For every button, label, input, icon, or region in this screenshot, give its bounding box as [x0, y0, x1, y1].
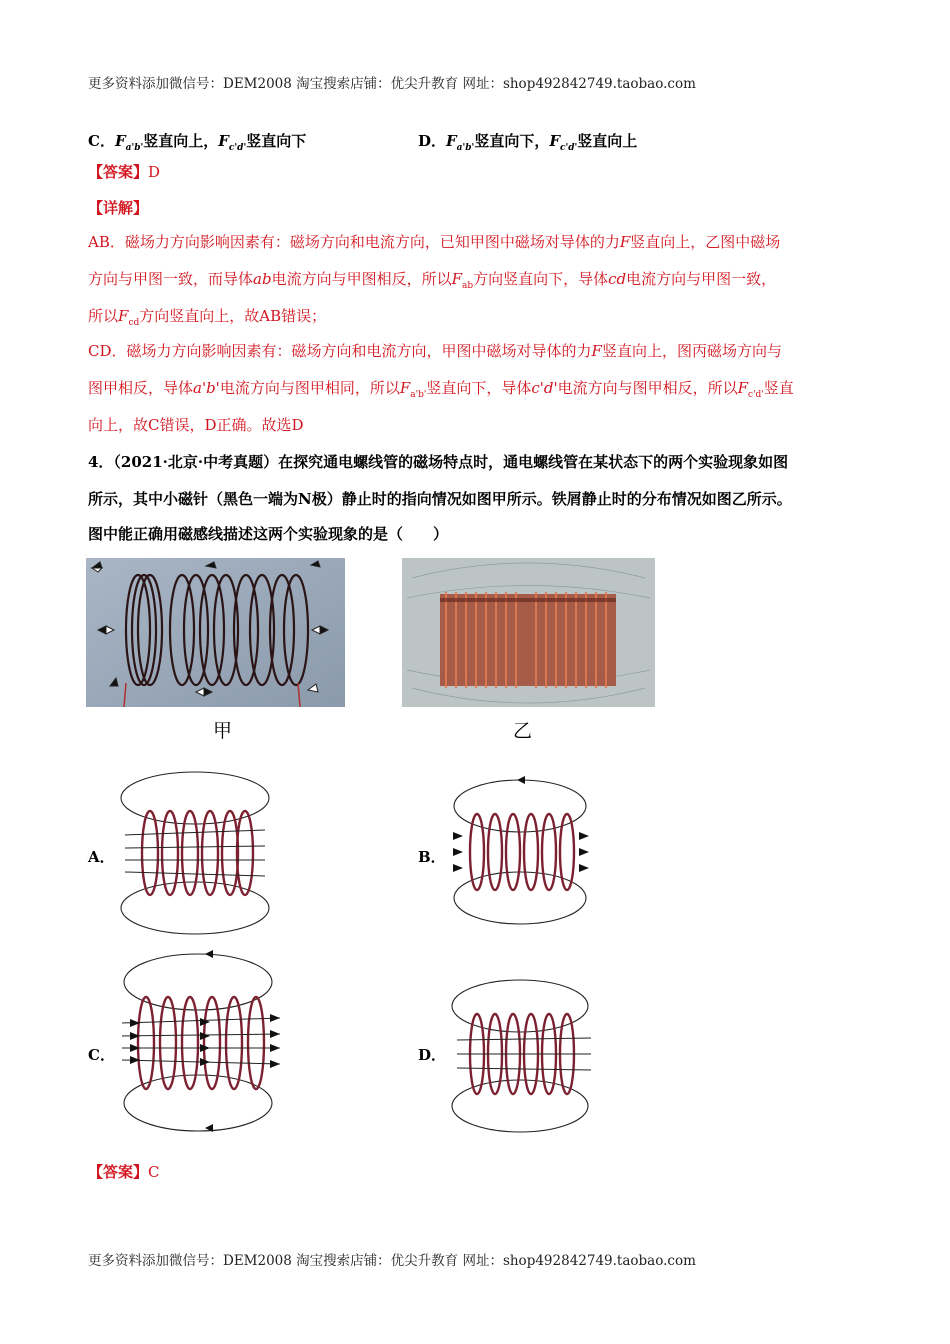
option-c-diagram[interactable]: [110, 948, 290, 1138]
text: 竖直: [763, 379, 794, 397]
text: F: [451, 270, 462, 288]
text: F: [737, 379, 749, 397]
explain-line-1: [88, 235, 780, 250]
option-a-diagram[interactable]: [115, 770, 275, 940]
answer-2: [88, 1165, 160, 1180]
answer-tag: 【答案】: [88, 1163, 149, 1181]
caption-yi: 乙: [513, 720, 533, 742]
subscript: c'd': [228, 143, 247, 153]
text: F: [619, 233, 631, 251]
subscript: a'b': [456, 143, 475, 153]
option-label: D．: [418, 132, 447, 150]
text: AB．磁场力方向影响因素有：磁场方向和电流方向，已知甲图中磁场对导体的力: [88, 233, 620, 251]
explain-line-2: [88, 272, 776, 291]
text: 图甲相反，导体: [88, 379, 194, 397]
page-header: 更多资料添加微信号：DEM2008 淘宝搜索店铺：优尖升教育 网址：shop492842749.taobao.com: [88, 76, 696, 92]
symbol-f: F: [218, 132, 229, 150]
text: F: [399, 379, 411, 397]
subscript: a'b': [410, 390, 427, 400]
text: 竖直向下，导体: [426, 379, 532, 397]
subscript: c'd': [748, 390, 764, 400]
option-c-prev: [88, 130, 306, 153]
text: 方向竖直向上，故AB错误；: [139, 307, 327, 325]
text: 电流方向与甲图相反，所以: [271, 270, 452, 288]
text: F: [118, 307, 129, 325]
solenoid-iron-filings-photo: [402, 558, 655, 707]
question-line-2: 所示，其中小磁针（黑色一端为N极）静止时的指向情况如图甲所示。铁屑静止时的分布情况如图乙所示。: [88, 490, 792, 508]
text: 竖直向上，图丙磁场方向与: [601, 342, 782, 360]
text: 方向竖直向下，导体: [473, 270, 609, 288]
option-a-label: A．: [88, 848, 115, 866]
answer-value: C: [148, 1163, 160, 1181]
option-b-diagram[interactable]: [445, 770, 605, 940]
text: CD．磁场力方向影响因素有：磁场方向和电流方向，甲图中磁场对导体的力: [88, 342, 592, 360]
text: 电流方向与图甲相反，所以: [557, 379, 738, 397]
solenoid-compass-photo: [86, 558, 345, 707]
option-text: 竖直向上，: [143, 132, 219, 150]
symbol-f: F: [549, 132, 560, 150]
answer-value: D: [148, 163, 161, 181]
text: c'd': [531, 379, 558, 397]
option-label: C．: [88, 132, 115, 150]
text: 电流方向与甲图一致，: [626, 270, 777, 288]
subscript: ab: [462, 281, 474, 291]
option-text: 竖直向上: [577, 132, 638, 150]
text: cd: [608, 270, 627, 288]
option-text: 竖直向下，: [474, 132, 550, 150]
photo-jia: [86, 558, 345, 707]
text: 方向与甲图一致，而导体: [88, 270, 254, 288]
text: ab: [253, 270, 272, 288]
symbol-f: F: [446, 132, 457, 150]
page-footer: 更多资料添加微信号：DEM2008 淘宝搜索店铺：优尖升教育 网址：shop492842749.taobao.com: [88, 1253, 696, 1269]
option-d-label: D．: [418, 1046, 447, 1064]
subscript: c'd': [559, 143, 578, 153]
symbol-f: F: [114, 132, 126, 150]
option-text: 竖直向下: [246, 132, 307, 150]
question-line-1: 4．（2021·北京·中考真题）在探究通电螺线管的磁场特点时，通电螺线管在某状态下的两个实验现象如图: [88, 453, 789, 471]
question-line-3: 图中能正确用磁感线描述这两个实验现象的是（ ）: [88, 525, 449, 543]
option-d-diagram[interactable]: [445, 968, 605, 1138]
text: 所以: [88, 307, 119, 325]
answer-tag: 【答案】: [88, 163, 149, 181]
explain-line-4: [88, 344, 782, 359]
explain-line-6: 向上，故C错误，D正确。故选D: [88, 416, 304, 434]
text: 电流方向与图甲相同，所以: [219, 379, 400, 397]
text: F: [591, 342, 602, 360]
photo-yi: [402, 558, 655, 707]
text: 竖直向上，乙图中磁场: [630, 233, 781, 251]
subscript: a'b': [125, 143, 144, 153]
option-b-label: B．: [418, 848, 446, 866]
subscript: cd: [128, 318, 140, 328]
answer-1: [88, 165, 160, 180]
caption-jia: 甲: [213, 720, 233, 742]
option-c-label: C．: [88, 1046, 115, 1064]
explain-line-3: [88, 309, 326, 328]
option-d-prev: [418, 130, 637, 153]
text: a'b': [193, 379, 220, 397]
explain-tag: 【详解】: [88, 199, 149, 217]
explain-line-5: [88, 381, 794, 400]
